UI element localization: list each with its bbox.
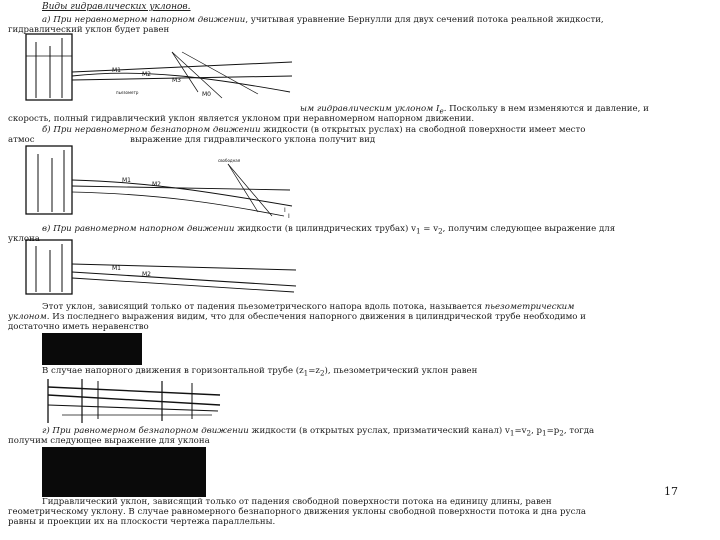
figure-c (22, 238, 302, 298)
sec-a-text-1: , учитывая уравнение Бернулли для двух сечений потока реальной жидкости, (245, 15, 604, 25)
sec-a-term: ым гидравлическим уклоном I (300, 104, 440, 114)
sec-a-line-4: скорость, полный гидравлический уклон является уклоном при неравномерном напорном движении. (8, 114, 475, 124)
piezo-text-2: . Из последнего выражения видим, что для обеспечения напорного движения в цилиндрической трубе необходимо и (46, 312, 586, 322)
sec-a-label: а) При неравномерном напорном движении (42, 15, 246, 25)
sec-a-text-3: . Поскольку в нем изменяются и давление, и (443, 104, 649, 114)
sec-a-line-1 (42, 15, 710, 25)
horiz-text-3: ), пьезометрический уклон равен (324, 366, 478, 376)
sec-b-text-2: выражение для гидравлического уклона получит вид (34, 135, 376, 145)
sec-c-line-1: в) При равномерном напорном движении жидкости (в цилиндрических трубах) $v_1 = v_2$, получим следующее выражение для (42, 224, 616, 236)
geom-line-3: равны и проекции их на плоскости чертежа параллельны. (8, 517, 276, 527)
piezo-text-1: Этот уклон, зависящий только от падения пьезометрического напора вдоль потока, называется (42, 302, 485, 312)
fig-b-i2: I (288, 213, 290, 220)
fig-b-i1: I (284, 207, 286, 214)
figure-d (42, 375, 222, 425)
sec-d-text-2: =v (514, 426, 527, 436)
sec-b-label: б) При неравномерном безнапорном движении (42, 125, 261, 135)
sec-b-start: атмос (8, 135, 35, 145)
sec-c-eq: = v (420, 224, 439, 234)
horiz-line-1: В случае напорного движения в горизонтальной трубе $(z_1=z_2)$, пьезометрический уклон равен (42, 366, 478, 378)
piezo-term-1: пьезометрическим (484, 302, 575, 312)
piezo-line-3: достаточно иметь неравенство (8, 322, 149, 332)
fig-c-m2: M2 (142, 271, 151, 278)
sec-d-line-2: получим следующее выражение для уклона (8, 436, 210, 446)
sec-c-text-1: жидкости (в цилиндрических трубах) v (234, 224, 416, 234)
figure-a (22, 32, 302, 104)
fig-a-piezo-label: пьезометр (116, 90, 139, 95)
sec-d-line-1: г) При равномерном безнапорном движении жидкости (в открытых руслах, призматический канал) $v_1=v_2$, $p_1=p_2$, тогда (42, 426, 595, 438)
geom-line-1: Гидравлический уклон, зависящий только от падения свободной поверхности потока на единицу длины, равен (42, 497, 552, 507)
sec-c-text-2: , получим следующее выражение для (442, 224, 616, 234)
formula-redacted-1 (42, 333, 142, 365)
horiz-text-2: =z (308, 366, 320, 376)
formula-redacted-2 (42, 447, 206, 497)
fig-a-m1: M1 (112, 67, 121, 74)
sec-d-text-5: , тогда (563, 426, 595, 436)
fig-b-free-label: свободная (218, 158, 241, 163)
fig-c-m1: M1 (112, 265, 121, 272)
sec-c-line-2: уклона (8, 234, 40, 244)
horiz-text-1: В случае напорного движения в горизонтальной трубе (z (42, 366, 304, 376)
fig-b-m1: M1 (122, 177, 131, 184)
sec-a-line-2: гидравлический уклон будет равен (8, 25, 170, 35)
sec-b-text-1: жидкости (в открытых руслах) на свободной поверхности имеет место (260, 125, 586, 135)
figure-b (22, 142, 302, 220)
fig-a-m0: M0 (202, 91, 211, 98)
sec-a-sub: e (439, 106, 444, 116)
page-number: 17 (664, 485, 678, 498)
fig-a-m3: M3 (172, 77, 181, 84)
sec-c-label: в) При равномерном напорном движении (42, 224, 235, 234)
fig-b-m2: M2 (152, 181, 161, 188)
sec-b-line-1 (42, 125, 710, 135)
fig-a-m2: M2 (142, 71, 151, 78)
piezo-term-2: уклоном (8, 312, 47, 322)
sec-d-text-1: жидкости (в открытых руслах, призматический канал) v (248, 426, 510, 436)
sec-d-text-3: , p (531, 426, 543, 436)
piezo-line-1 (42, 302, 710, 312)
piezo-line-2 (8, 312, 710, 322)
section-heading: Виды гидравлических уклонов. (42, 2, 191, 12)
geom-line-2: геометрическому уклону. В случае равномерного безнапорного движения уклоны свободной поверхности потока и дна русла (8, 507, 586, 517)
sec-d-label: г) При равномерном безнапорном движении (42, 426, 249, 436)
sec-d-text-4: =p (546, 426, 560, 436)
